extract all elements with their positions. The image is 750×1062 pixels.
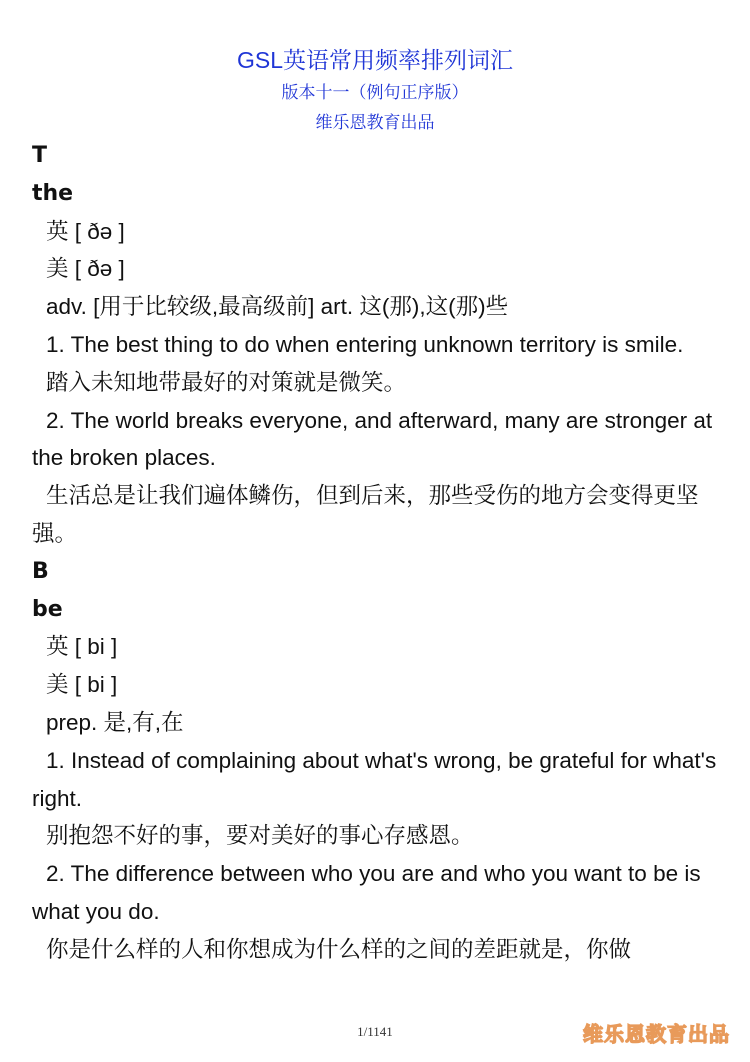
example-zh: 你是什么样的人和你想成为什么样的之间的差距就是，你做 (46, 936, 632, 962)
example-en: 1. Instead of complaining about what's wrong, be grateful for what's right. (32, 747, 717, 811)
example-en: 2. The world breaks everyone, and afterward, many are stronger at the broken places. (32, 407, 713, 471)
publisher-watermark: 维乐恩教育出品 (583, 1022, 730, 1046)
page-number: 1/1141 (357, 1024, 393, 1039)
definition: adv. [用于比较级,最高级前] art. 这(那),这(那)些 (46, 294, 509, 320)
us-pronunciation: 美 [ ðə ] (46, 256, 125, 282)
example-en: 1. The best thing to do when entering unknown territory is smile. (46, 331, 684, 357)
section-letter: B (32, 558, 49, 584)
headword: be (32, 596, 63, 622)
uk-pronunciation: 英 [ bi ] (46, 634, 118, 660)
headword: the (32, 180, 74, 206)
document-title: GSL英语常用频率排列词汇 (236, 47, 514, 73)
us-pronunciation: 美 [ bi ] (46, 672, 118, 698)
example-zh: 踏入未知地带最好的对策就是微笑。 (46, 369, 407, 395)
example-zh: 生活总是让我们遍体鳞伤，但到后来，那些受伤的地方会变得更坚强。 (32, 483, 699, 546)
example-en: 2. The difference between who you are and who you want to be is what you do. (32, 861, 701, 924)
example-zh: 别抱怨不好的事，要对美好的事心存感恩。 (46, 823, 474, 849)
document-header (0, 42, 750, 138)
definition: prep. 是,有,在 (46, 709, 184, 735)
vocabulary-list (32, 137, 724, 969)
document-publisher: 维乐恩教育出品 (315, 113, 435, 132)
uk-pronunciation: 英 [ ðə ] (46, 218, 125, 244)
document-subtitle: 版本十一（例句正序版） (281, 83, 469, 102)
section-letter: T (32, 143, 48, 168)
